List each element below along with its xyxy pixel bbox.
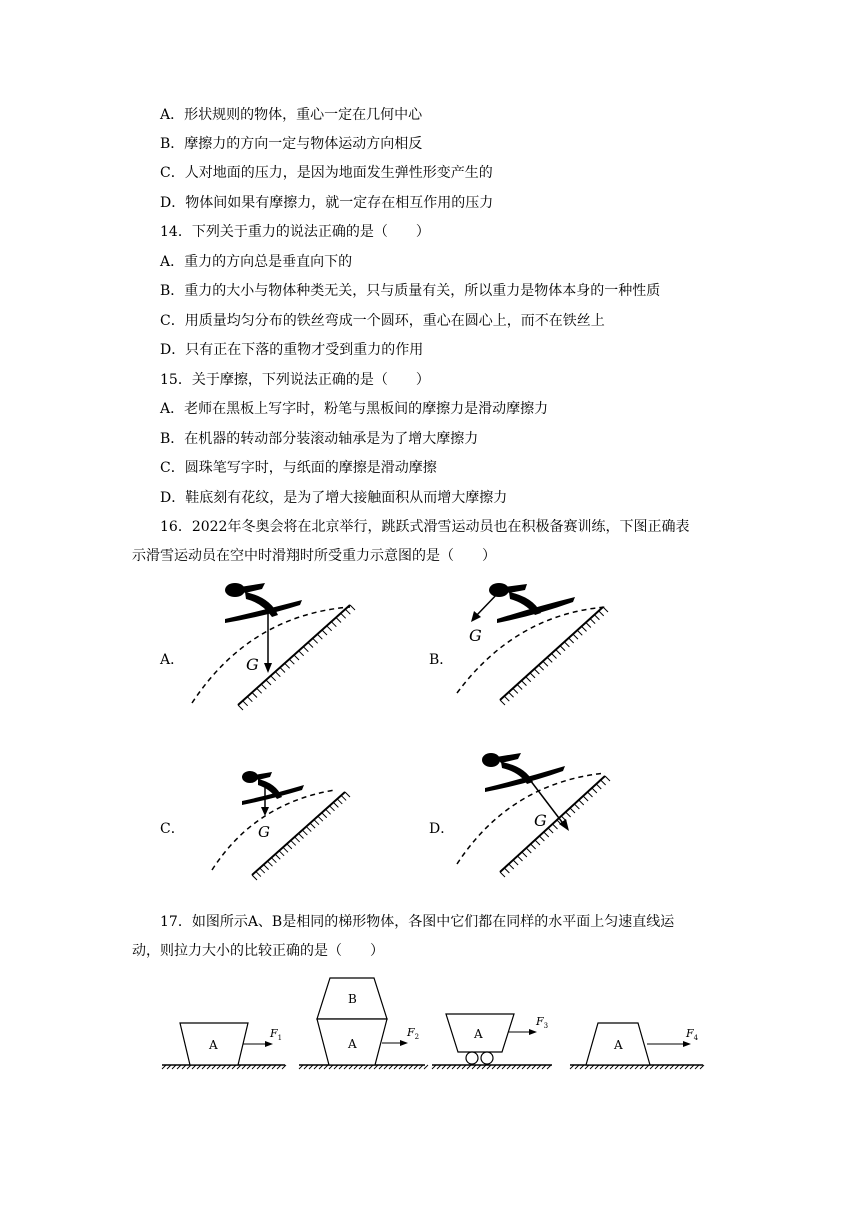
skier-icon (489, 583, 575, 623)
q17-figure-2 (297, 975, 427, 1075)
force-f4-letter: F (686, 1027, 694, 1040)
ground-hatch-mark (544, 832, 549, 837)
ground-hatch-mark (322, 813, 327, 818)
ground-hatch-mark (535, 840, 540, 845)
q16-figure-a (190, 575, 380, 710)
force-f2-letter: F (407, 1026, 415, 1039)
ground-hatch-mark (553, 824, 558, 829)
q15-option-c: C．圆珠笔写字时，与纸面的摩擦是滑动摩擦 (160, 460, 437, 476)
q16-figure-c (210, 765, 370, 880)
ground-hatch-mark (526, 848, 531, 853)
ground-hatch-mark (279, 851, 284, 856)
ground-hatch-mark (289, 659, 294, 664)
ground-hatch-mark (534, 669, 539, 674)
ground-hatch-mark (268, 861, 273, 866)
ground-hatch-mark (552, 654, 557, 659)
ground-hatch-mark (337, 799, 342, 804)
q15-option-a: A．老师在黑板上写字时，粉笔与黑板间的摩擦力是滑动摩擦力 (160, 401, 549, 417)
block-a-label: A (348, 1037, 357, 1051)
ground-hatch-mark (266, 680, 271, 685)
ground-hatch-mark (521, 681, 526, 686)
ground-hatch-mark (326, 809, 331, 814)
ground-hatch-mark (291, 840, 296, 845)
q16-label-d: D． (429, 821, 455, 837)
q15-option-b: B．在机器的转动部分装滚动轴承是为了增大摩擦力 (160, 431, 479, 447)
ground-hatch-mark (333, 802, 338, 807)
ground-hatch-mark (517, 685, 522, 690)
ground-hatch-mark (330, 806, 335, 811)
ground-hatch-mark (560, 646, 565, 651)
ground-hatch-mark (260, 868, 265, 873)
ground-hatch-mark (539, 665, 544, 670)
ground-hatch-mark (345, 609, 350, 614)
force-label-g: G (469, 626, 482, 645)
q17-figure-1 (160, 1015, 290, 1075)
ground-hatch-mark (573, 634, 578, 639)
ground-hatch-mark (588, 792, 593, 797)
ground-hatch-mark (574, 804, 579, 809)
force-f2-subscript: 2 (414, 1033, 420, 1041)
force-f3-letter: F (536, 1015, 544, 1028)
ground-hatch-mark (586, 623, 591, 628)
ground-hatch-mark (271, 676, 276, 681)
ground-hatch-mark (252, 693, 257, 698)
force-label-g: G (258, 823, 270, 841)
ground-hatch-mark (302, 830, 307, 835)
ground-hatch-mark (594, 615, 599, 620)
ground-hatch-mark (513, 688, 518, 693)
ground-hatch-mark (513, 860, 518, 865)
ground-hatch-mark (261, 684, 266, 689)
ground-hatch-mark (582, 626, 587, 631)
ground-hatch-mark (280, 668, 285, 673)
ground-hatch-mark (601, 780, 606, 785)
skier-icon (225, 583, 302, 623)
ground-hatch-mark (275, 854, 280, 859)
ground-hatch-mark (583, 796, 588, 801)
block-b-label: B (348, 992, 357, 1006)
ground-hatch-mark (500, 700, 505, 705)
ground-hatch-mark (504, 696, 509, 701)
ground-hatch-mark (556, 650, 561, 655)
q17-stem: 17．如图所示A、B是相同的梯形物体，各图中它们都在同样的水平面上匀速直线运动，则拉力大小的比较正确的是（ ） (132, 914, 675, 959)
ground-hatch-mark (590, 619, 595, 624)
ground-hatch-mark (310, 823, 315, 828)
q13-option-b: B．摩擦力的方向一定与物体运动方向相反 (160, 136, 423, 152)
ground-hatch-mark (500, 872, 505, 877)
ground-hatch-mark (547, 657, 552, 662)
ground-hatch-mark (283, 847, 288, 852)
ground-hatch-mark (331, 622, 336, 627)
ground-hatch-mark (564, 642, 569, 647)
ground-hatch-mark (592, 788, 597, 793)
ground-hatch-mark (303, 647, 308, 652)
ground-hatch-mark (570, 808, 575, 813)
ground-hatch-mark (322, 630, 327, 635)
ground-hatch-mark (294, 655, 299, 660)
ground-hatch-mark (257, 688, 262, 693)
q16-figure-b (455, 575, 645, 710)
ground-hatch-mark (504, 868, 509, 873)
ground-hatch-mark (336, 618, 341, 623)
ground-hatch-mark (539, 836, 544, 841)
ground-hatch-mark (522, 852, 527, 857)
ground-hatch-mark (509, 692, 514, 697)
ground-hatch-mark (295, 837, 300, 842)
q16-stem: 16．2022年冬奥会将在北京举行，跳跃式滑雪运动员也在积极备赛训练，下图正确表示滑雪运动员在空中时滑翔时所受重力示意图的是（ ） (132, 519, 690, 564)
ground-hatch-mark (341, 795, 346, 800)
ground-hatch-mark (548, 828, 553, 833)
force-f1-subscript: 1 (277, 1034, 283, 1042)
q13-option-d: D．物体间如果有摩擦力，就一定存在相互作用的压力 (160, 195, 494, 211)
ground-hatch-mark (566, 812, 571, 817)
q13-option-c: C．人对地面的压力，是因为地面发生弹性形变产生的 (160, 165, 493, 181)
q16-figure-d (455, 748, 645, 880)
q17-figure-3 (430, 1010, 560, 1075)
ground-hatch-mark (596, 784, 601, 789)
q14-option-a: A．重力的方向总是垂直向下的 (160, 254, 353, 270)
ground-hatch-mark (577, 630, 582, 635)
ground-hatch-mark (569, 638, 574, 643)
ground-hatch-mark (247, 697, 252, 702)
ground-hatch-mark (287, 844, 292, 849)
ground-hatch-mark (518, 856, 523, 861)
ground-hatch-mark (531, 844, 536, 849)
block-a-label: A (614, 1038, 623, 1052)
svg-text:F3 (535, 1015, 548, 1030)
ground-hatch-mark (256, 872, 261, 877)
ground-hatch-mark (350, 605, 355, 610)
svg-text:F4 (685, 1027, 699, 1042)
ground-hatch-mark (509, 864, 514, 869)
ground-hatch-mark (299, 651, 304, 656)
ground-hatch-mark (252, 875, 257, 880)
skier-icon (482, 753, 565, 792)
ground-hatch-mark (603, 607, 608, 612)
force-label-g: G (246, 655, 259, 674)
skier-icon (242, 771, 304, 805)
q16-label-c: C． (160, 821, 185, 837)
q14-stem: 14．下列关于重力的说法正确的是（ ） (160, 224, 430, 240)
ground-hatch-mark (308, 643, 313, 648)
q15-stem: 15．关于摩擦，下列说法正确的是（ ） (160, 372, 430, 388)
ground-hatch-mark (285, 663, 290, 668)
ground-hatch-mark (275, 672, 280, 677)
force-f4-subscript: 4 (693, 1034, 699, 1042)
q14-option-d: D．只有正在下落的重物才受到重力的作用 (160, 342, 424, 358)
ground-hatch-mark (318, 816, 323, 821)
force-f1-letter: F (270, 1027, 278, 1040)
ground-hatch-mark (238, 705, 243, 710)
ground-hatch-mark (299, 834, 304, 839)
ground-hatch-mark (317, 634, 322, 639)
ground-hatch-mark (345, 792, 350, 797)
q13-option-a: A．形状规则的物体，重心一定在几何中心 (160, 107, 423, 123)
block-a-label: A (474, 1027, 483, 1041)
ground-hatch-mark (526, 677, 531, 682)
q17-figure-4 (568, 1015, 708, 1075)
q15-option-d: D．鞋底刻有花纹，是为了增大接触面积从而增大摩擦力 (160, 490, 508, 506)
ground-hatch-mark (341, 613, 346, 618)
block-a-label: A (209, 1038, 218, 1052)
ground-hatch-mark (314, 820, 319, 825)
ground-hatch-mark (306, 827, 311, 832)
ground-hatch-mark (313, 638, 318, 643)
ground-hatch-mark (264, 865, 269, 870)
q14-option-c: C．用质量均匀分布的铁丝弯成一个圆环，重心在圆心上，而不在铁丝上 (160, 313, 605, 329)
ground-hatch-mark (543, 661, 548, 666)
force-f3-subscript: 3 (543, 1022, 549, 1030)
ground-hatch-mark (327, 626, 332, 631)
q14-option-b: B．重力的大小与物体种类无关，只与质量有关，所以重力是物体本身的一种性质 (160, 283, 661, 299)
ground-hatch-mark (271, 858, 276, 863)
svg-text:F2 (406, 1026, 419, 1041)
svg-text:F1 (269, 1027, 282, 1042)
ground-hatch-mark (605, 776, 610, 781)
q16-label-b: B． (429, 652, 454, 668)
force-label-g: G (534, 811, 547, 830)
ground-hatch-mark (530, 673, 535, 678)
ground-hatch-mark (599, 611, 604, 616)
ground-hatch-mark (579, 800, 584, 805)
q16-label-a: A． (160, 652, 185, 668)
ground-hatch-mark (243, 701, 248, 706)
